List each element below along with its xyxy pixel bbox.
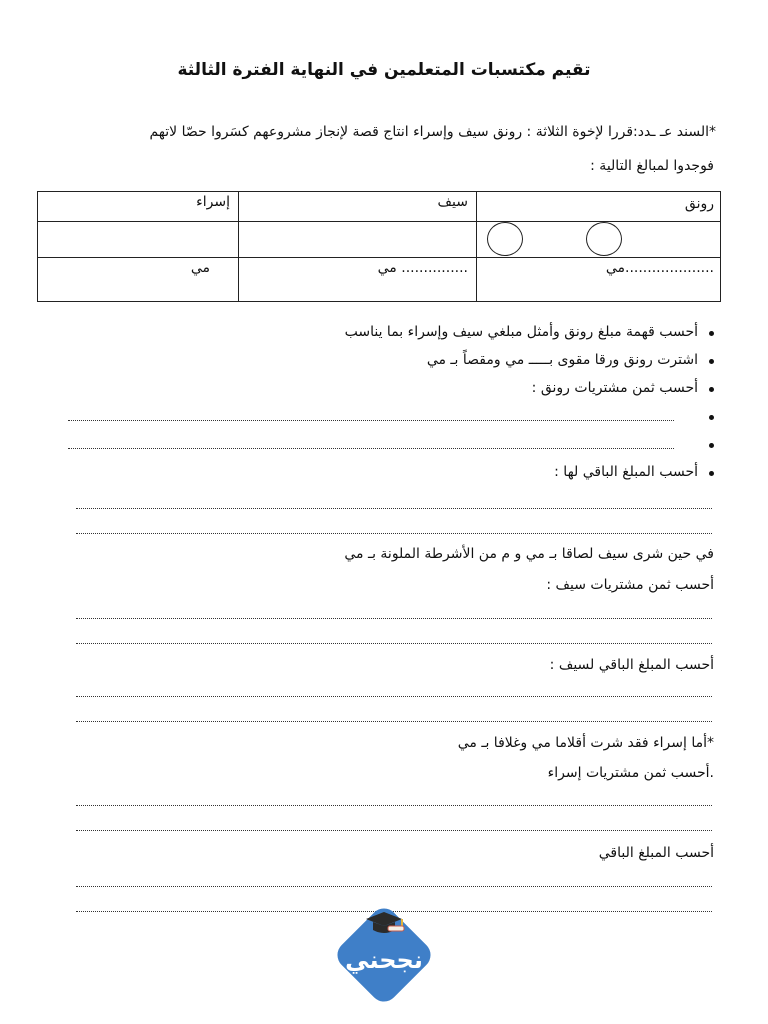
answer-line[interactable]: [76, 720, 712, 722]
najahni-logo: [325, 896, 443, 1014]
israa-statement: *أما إسراء فقد شرت أقلاما مي وغلافا بـ مي: [457, 735, 714, 751]
answer-line[interactable]: [76, 695, 712, 697]
list-item: اشترت رونق ورقا مقوى بـــــ مي ومقصاً بـ مي: [58, 350, 698, 378]
answer-line[interactable]: [76, 532, 712, 534]
bullet-icon: [709, 443, 714, 448]
table-divider: [238, 192, 239, 301]
answer-line[interactable]: [76, 617, 712, 619]
answer-line[interactable]: [76, 507, 712, 509]
answer-line[interactable]: [76, 804, 712, 806]
header-israa: إسراء: [196, 194, 230, 210]
question-list: [58, 322, 698, 490]
answer-line[interactable]: [76, 642, 712, 644]
bullet-icon: [709, 471, 714, 476]
header-rawnaq: رونق: [684, 196, 714, 212]
bullet-icon: [709, 359, 714, 364]
list-item: أحسب المبلغ الباقي لها :: [58, 462, 698, 490]
israa-question-2: أحسب المبلغ الباقي: [598, 845, 714, 861]
saif-question-1: أحسب ثمن مشتريات سيف :: [546, 577, 714, 593]
list-item: أحسب ثمن مشتريات رونق :: [58, 378, 698, 406]
list-item: [58, 434, 698, 462]
bullet-icon: [709, 387, 714, 392]
coin-circle: [586, 222, 622, 256]
bullet-icon: [709, 331, 714, 336]
amount-rawnaq: ....................مي: [605, 260, 714, 276]
amount-israa: مي: [190, 260, 210, 276]
answer-line[interactable]: [76, 885, 712, 887]
coin-circle: [487, 222, 523, 256]
israa-question-1: .أحسب ثمن مشتريات إسراء: [547, 765, 714, 781]
bullet-icon: [709, 415, 714, 420]
amounts-table: [37, 191, 721, 302]
saif-question-2: أحسب المبلغ الباقي لسيف :: [549, 657, 714, 673]
saif-statement: في حين شرى سيف لصاقا بـ مي و م من الأشرطة الملونة بـ مي: [344, 546, 714, 562]
header-saif: سيف: [437, 194, 468, 210]
amount-saif: ............... مي: [377, 260, 468, 276]
answer-line[interactable]: [76, 829, 712, 831]
table-divider: [38, 257, 720, 258]
page-title: تقيم مكتسبات المتعلمين في النهاية الفترة الثالثة: [177, 60, 591, 80]
intro-line-2: فوجدوا لمبالغ التالية :: [590, 158, 714, 174]
intro-line-1: *السند عـ ـدد:قررا لإخوة الثلاثة : رونق سيف وإسراء انتاج قصة لإنجاز مشروعهم كسَروا حصّا لاتهم: [149, 124, 716, 140]
answer-line[interactable]: [68, 420, 674, 421]
table-divider: [38, 221, 720, 222]
list-item: [58, 406, 698, 434]
table-divider: [476, 192, 477, 301]
logo-text: نجحني: [345, 946, 423, 974]
answer-line[interactable]: [68, 448, 674, 449]
list-item: أحسب قهمة مبلغ رونق وأمثل مبلغي سيف وإسراء بما يناسب: [58, 322, 698, 350]
